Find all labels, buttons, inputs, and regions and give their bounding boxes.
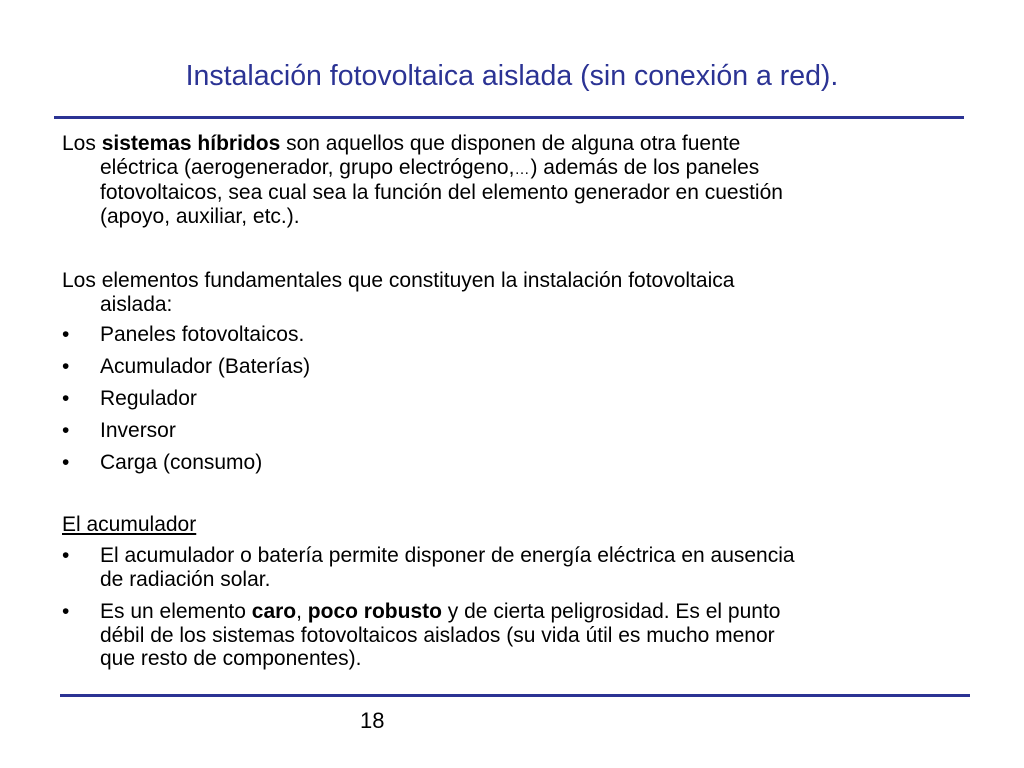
list-item: • Regulador xyxy=(62,387,197,410)
list-item: • Acumulador (Baterías) xyxy=(62,355,311,378)
components-list xyxy=(62,323,962,483)
bullet-icon: • xyxy=(62,451,70,474)
list-item: • Carga (consumo) xyxy=(62,451,263,474)
hybrid-systems-paragraph: Los sistemas híbridos son aquellos que disponen de alguna otra fuente eléctrica (aerogenerador, grupo electrógeno,…) además de los paneles fotovoltaicos, sea cual sea la función del elemento generador en cuestión (apoyo, auxiliar, etc.). xyxy=(62,132,783,228)
list-item: • Es un elemento caro, poco robusto y de cierta peligrosidad. Es el punto débil de los sistemas fotovoltaicos aislados (su vida útil es mucho menor que resto de componentes). xyxy=(62,600,781,670)
accumulator-list xyxy=(62,544,962,680)
accumulator-heading: El acumulador xyxy=(62,513,197,536)
footer-divider xyxy=(60,694,970,697)
list-item: • Paneles fotovoltaicos. xyxy=(62,323,305,346)
bullet-icon: • xyxy=(62,544,70,567)
hybrid-systems-term: sistemas híbridos xyxy=(101,132,281,155)
fundamental-elements-intro: Los elementos fundamentales que constituyen la instalación fotovoltaica aislada: xyxy=(62,269,735,316)
title-divider xyxy=(54,116,964,119)
bullet-icon: • xyxy=(62,387,70,410)
bullet-icon: • xyxy=(62,600,70,623)
page-number: 18 xyxy=(360,708,385,733)
list-item: • El acumulador o batería permite disponer de energía eléctrica en ausencia de radiación solar. xyxy=(62,544,795,591)
bullet-icon: • xyxy=(62,355,70,378)
bullet-icon: • xyxy=(62,419,70,442)
list-item: • Inversor xyxy=(62,419,176,442)
bullet-icon: • xyxy=(62,323,70,346)
slide-title: Instalación fotovoltaica aislada (sin conexión a red). xyxy=(185,60,839,92)
